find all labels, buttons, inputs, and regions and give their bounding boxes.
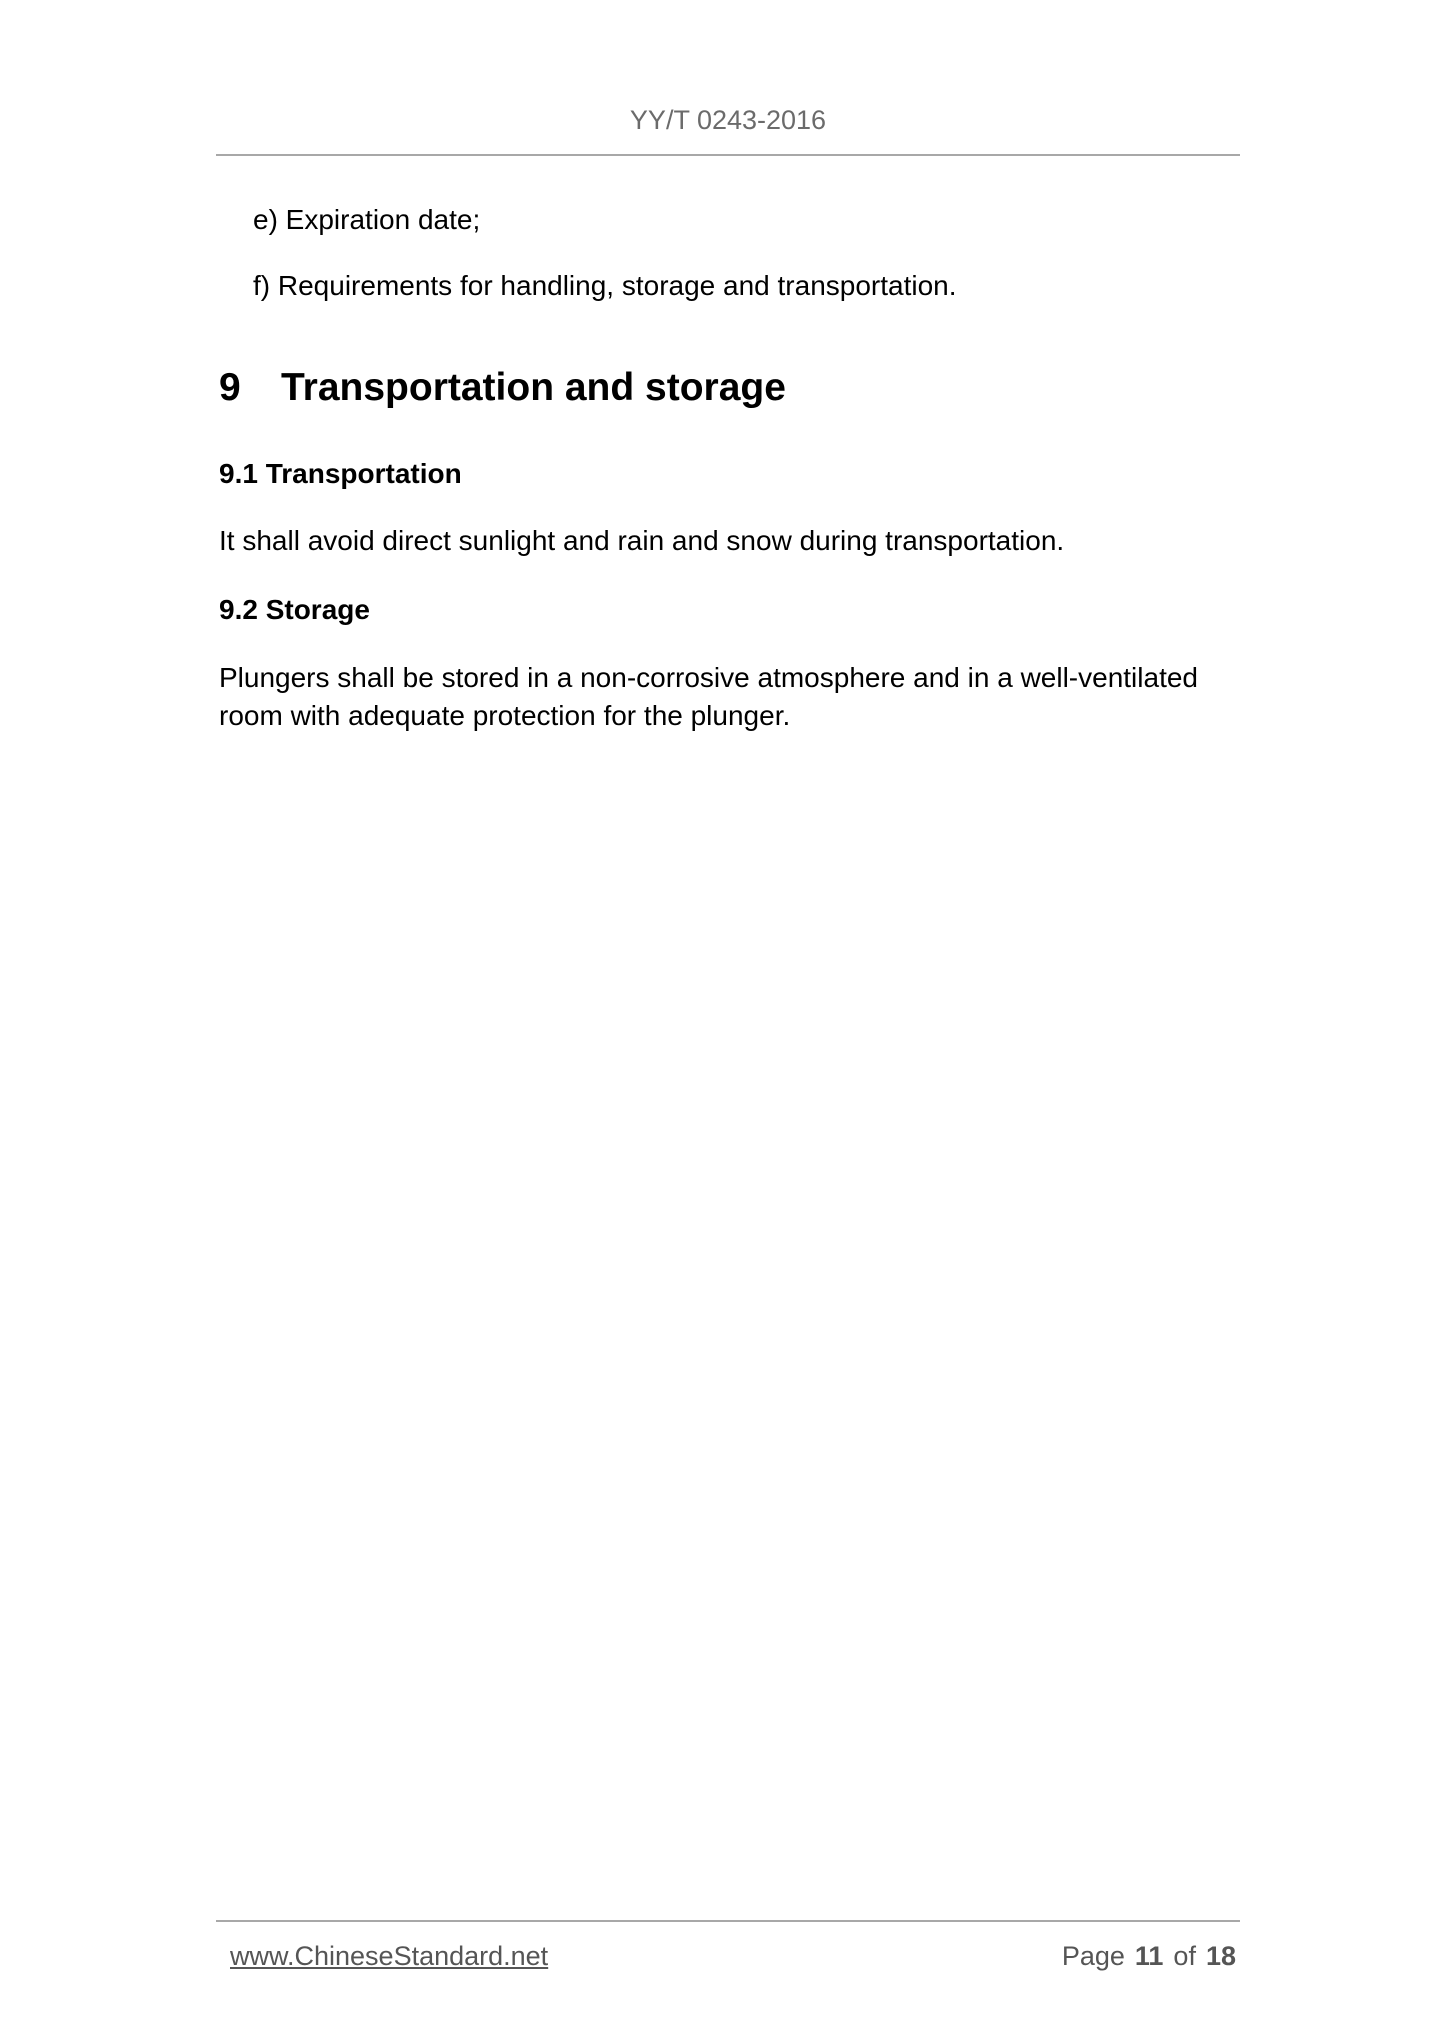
website-link[interactable]: www.ChineseStandard.net [230, 1941, 549, 1971]
list-item-expiration-date: e) Expiration date; [253, 204, 481, 235]
header-divider [216, 154, 1240, 156]
section-number: 9 [219, 366, 241, 409]
of-label: of [1173, 1941, 1196, 1971]
section-heading [219, 362, 786, 414]
list-item-handling-requirements: f) Requirements for handling, storage and transportation. [253, 270, 957, 301]
paragraph-transportation: It shall avoid direct sunlight and rain and snow during transportation. [219, 525, 1065, 556]
total-page-count: 18 [1205, 1941, 1236, 1971]
page-indicator [1062, 1936, 1236, 1976]
paragraph-storage: Plungers shall be stored in a non-corrosive atmosphere and in a well-ventilated room with adequate protection for the plunger. [219, 662, 1198, 731]
subsection-heading-storage: 9.2 Storage [219, 594, 370, 625]
page-label: Page [1061, 1941, 1125, 1971]
document-id-header: YY/T 0243-2016 [629, 105, 827, 135]
current-page-number: 11 [1134, 1941, 1164, 1971]
section-title: Transportation and storage [281, 366, 786, 409]
subsection-heading-transportation: 9.1 Transportation [219, 458, 462, 489]
footer-divider [216, 1920, 1240, 1922]
